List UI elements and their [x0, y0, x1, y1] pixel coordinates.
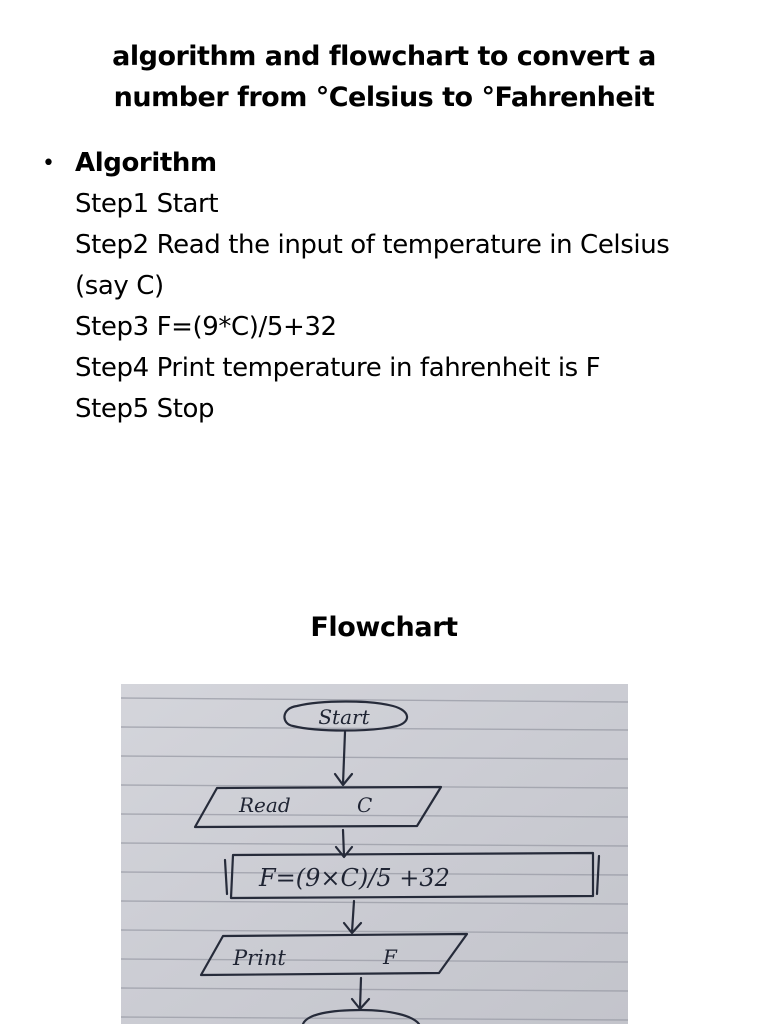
- algorithm-step-2-continued: (say C): [75, 271, 164, 301]
- print-node-label: Print: [233, 946, 286, 970]
- arrow-read-to-process: [343, 830, 344, 856]
- algorithm-step-2: Step2 Read the input of temperature in Celsius: [75, 230, 670, 260]
- flowchart-photo: [121, 684, 628, 1024]
- flowchart-heading: Flowchart: [310, 612, 458, 643]
- algorithm-step-3: Step3 F=(9*C)/5+32: [75, 312, 337, 342]
- algorithm-list: [40, 143, 740, 430]
- algorithm-bullet: [40, 143, 740, 430]
- slide-title-line-1: algorithm and flowchart to convert a: [112, 41, 656, 72]
- flowchart-drawing: [121, 684, 628, 1024]
- start-node-label: Start: [318, 705, 370, 729]
- algorithm-step-4: Step4 Print temperature in fahrenheit is F: [75, 353, 601, 383]
- read-node-variable: C: [357, 793, 373, 817]
- slide-title-line-2: number from °Celsius to °Fahrenheit: [113, 82, 655, 113]
- algorithm-step-5: Step5 Stop: [75, 394, 215, 424]
- algorithm-heading: Algorithm: [75, 148, 217, 178]
- read-node-label: Read: [239, 793, 291, 817]
- algorithm-step-1: Step1 Start: [75, 189, 219, 219]
- slide-title: [40, 36, 728, 118]
- process-node-label: F=(9×C)/5 +32: [259, 864, 450, 892]
- bullet-icon: •: [42, 151, 55, 176]
- arrow-print-to-stop: [360, 978, 361, 1008]
- print-node-variable: F: [383, 945, 397, 969]
